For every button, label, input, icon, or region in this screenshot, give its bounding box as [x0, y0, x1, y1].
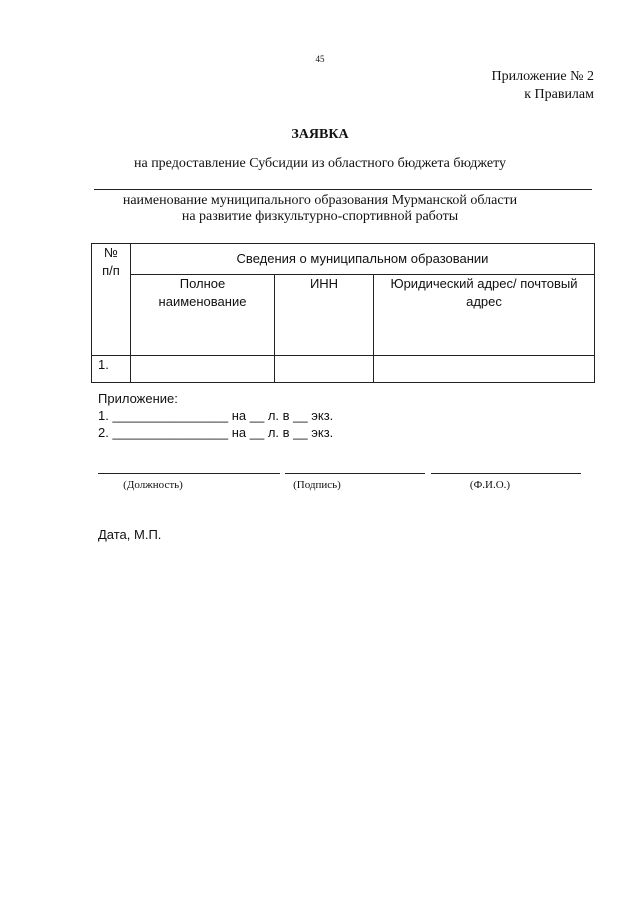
- table-row: [92, 356, 595, 383]
- full-name-caption: (Ф.И.О.): [469, 479, 511, 491]
- signature-line[interactable]: [285, 473, 425, 474]
- document-subtitle: на предоставление Субсидии из областного бюджета бюджету: [133, 156, 507, 171]
- group-header: Сведения о муниципальном образовании: [131, 244, 595, 275]
- appendix-rules: к Правилам: [524, 87, 594, 102]
- position-signature-line[interactable]: [98, 473, 280, 474]
- municipality-caption: [0, 193, 640, 225]
- position-caption: (Должность): [123, 479, 183, 491]
- num-header-abbrev: п/п: [102, 263, 120, 278]
- column-header-inn: [275, 275, 374, 356]
- appendix-reference: [492, 68, 595, 104]
- row-number: 1.: [92, 356, 131, 383]
- cell-inn[interactable]: [275, 356, 374, 383]
- municipality-fill-line[interactable]: [94, 189, 592, 190]
- municipality-info-table: [91, 243, 595, 383]
- document-title: ЗАЯВКА: [291, 127, 349, 142]
- attachments-label: Приложение:: [98, 391, 178, 406]
- attachment-item-1[interactable]: 1. ________________ на __ л. в __ экз.: [98, 408, 334, 423]
- table-header-row: [92, 244, 595, 275]
- column-header-full-name: [131, 275, 275, 356]
- attachment-item-2[interactable]: 2. ________________ на __ л. в __ экз.: [98, 425, 334, 440]
- column-header-address: [374, 275, 595, 356]
- municipality-caption-line1: наименование муниципального образования Мурманской области: [122, 193, 518, 208]
- full-name-signature-line[interactable]: [431, 473, 581, 474]
- cell-full-name[interactable]: [131, 356, 275, 383]
- column-header-inn-line1: ИНН: [309, 276, 339, 291]
- column-header-address-line2: адрес: [466, 294, 502, 309]
- num-header-symbol: №: [104, 245, 118, 260]
- municipality-caption-line2: на развитие физкультурно-спортивной работы: [181, 209, 459, 224]
- column-header-full-name-line2: наименование: [158, 294, 247, 309]
- column-header-full-name-line1: Полное: [179, 276, 226, 291]
- date-stamp-label: Дата, М.П.: [98, 527, 162, 542]
- table-subheader-row: [92, 275, 595, 356]
- appendix-number: Приложение № 2: [491, 69, 594, 84]
- page-number: 45: [315, 54, 325, 64]
- signature-caption: (Подпись): [293, 479, 341, 491]
- column-header-address-line1: Юридический адрес/ почтовый: [390, 276, 578, 291]
- num-header: [92, 244, 131, 356]
- attachments-section: [98, 390, 333, 441]
- cell-address[interactable]: [374, 356, 595, 383]
